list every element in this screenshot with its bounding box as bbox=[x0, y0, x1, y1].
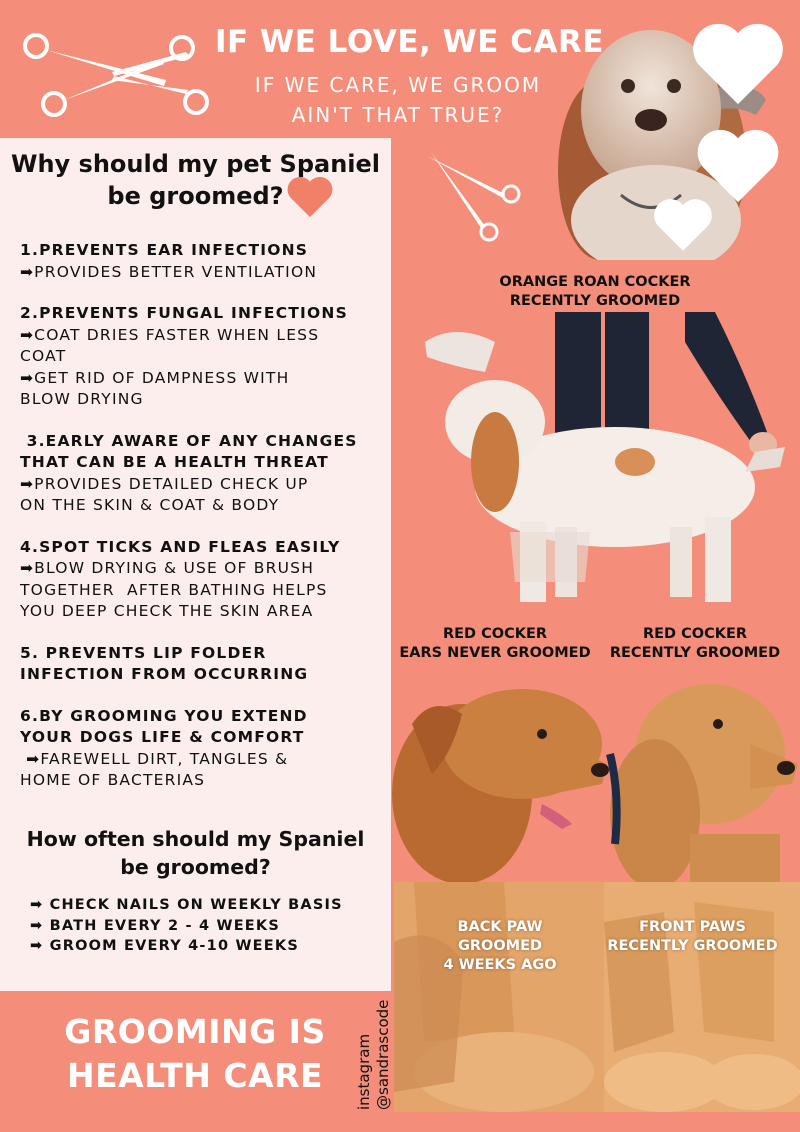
frequency-title-line1: How often should my Spaniel bbox=[26, 827, 365, 851]
header-title: IF WE LOVE, WE CARE bbox=[215, 24, 605, 60]
caption-front-paws bbox=[600, 918, 785, 956]
benefit-detail: ➡GET RID OF DAMPNESS WITH bbox=[20, 368, 290, 387]
benefit-detail: ➡FAREWELL DIRT, TANGLES & bbox=[20, 749, 289, 768]
caption-red-never-groomed bbox=[395, 625, 595, 663]
benefit-heading: INFECTION FROM OCCURRING bbox=[20, 665, 309, 683]
benefit-heading: 5. PREVENTS LIP FOLDER bbox=[20, 643, 267, 662]
caption-line: BACK PAW bbox=[457, 919, 543, 935]
caption-line: RECENTLY GROOMED bbox=[607, 938, 778, 954]
caption-red-recently-groomed bbox=[600, 625, 790, 663]
benefit-detail: ON THE SKIN & COAT & BODY bbox=[20, 496, 280, 514]
heart-icon bbox=[696, 128, 780, 204]
red-cocker-recently-groomed-photo bbox=[600, 664, 800, 882]
instagram-username: @sandrascode bbox=[374, 999, 392, 1110]
footer-line2: HEALTH CARE bbox=[66, 1056, 324, 1095]
benefit-item bbox=[20, 303, 380, 411]
heart-icon bbox=[652, 198, 714, 252]
caption-line: EARS NEVER GROOMED bbox=[399, 645, 591, 661]
benefit-heading: 4.SPOT TICKS AND FLEAS EASILY bbox=[20, 537, 341, 556]
benefit-item bbox=[20, 431, 380, 517]
benefit-heading: THAT CAN BE A HEALTH THREAT bbox=[20, 453, 329, 471]
orange-roan-cocker-photo bbox=[415, 312, 785, 612]
instagram-handle bbox=[355, 1000, 393, 1110]
heart-icon bbox=[690, 22, 786, 106]
benefit-heading: 3.EARLY AWARE OF ANY CHANGES bbox=[20, 431, 358, 450]
red-cocker-ears-never-groomed-photo bbox=[392, 664, 612, 882]
benefits-list bbox=[20, 240, 380, 812]
instagram-label: instagram bbox=[355, 1033, 373, 1110]
heart-icon bbox=[286, 176, 334, 218]
benefit-item bbox=[20, 643, 380, 686]
benefit-detail: ➡PROVIDES DETAILED CHECK UP bbox=[20, 474, 309, 493]
benefit-detail: HOME OF BACTERIAS bbox=[20, 771, 206, 789]
caption-line: RED COCKER bbox=[642, 626, 748, 642]
caption-line: ORANGE ROAN COCKER bbox=[499, 274, 691, 290]
frequency-item: ➡ BATH EVERY 2 - 4 WEEKS bbox=[30, 917, 280, 934]
panel-title-line1: Why should my pet Spaniel bbox=[10, 150, 381, 178]
caption-orange-roan bbox=[470, 273, 720, 311]
caption-back-paw bbox=[425, 918, 575, 975]
scissors-icon bbox=[14, 24, 214, 124]
benefit-detail: BLOW DRYING bbox=[20, 390, 144, 408]
caption-line: GROOMED bbox=[457, 938, 543, 954]
benefit-detail: TOGETHER AFTER BATHING HELPS bbox=[20, 580, 328, 599]
header-subtitle-line1: IF WE CARE, WE GROOM bbox=[254, 73, 542, 97]
benefit-item bbox=[20, 706, 380, 792]
scissors-icon bbox=[425, 150, 525, 245]
benefit-detail: YOU DEEP CHECK THE SKIN AREA bbox=[20, 602, 314, 620]
frequency-title bbox=[0, 825, 391, 881]
benefit-heading: YOUR DOGS LIFE & COMFORT bbox=[20, 728, 305, 746]
caption-line: 4 WEEKS AGO bbox=[443, 957, 557, 973]
header-subtitle-line2: AIN'T THAT TRUE? bbox=[291, 103, 505, 127]
benefit-item bbox=[20, 537, 380, 623]
panel-title-line2: be groomed? bbox=[107, 182, 284, 210]
caption-line: RECENTLY GROOMED bbox=[609, 645, 781, 661]
footer-slogan bbox=[40, 1010, 350, 1098]
benefit-heading: 6.BY GROOMING YOU EXTEND bbox=[20, 706, 308, 725]
frequency-list bbox=[30, 895, 380, 957]
frequency-title-line2: be groomed? bbox=[120, 855, 271, 879]
benefit-item bbox=[20, 240, 380, 283]
benefit-detail: ➡COAT DRIES FASTER WHEN LESS bbox=[20, 325, 320, 344]
benefit-heading: 2.PREVENTS FUNGAL INFECTIONS bbox=[20, 304, 348, 322]
header-subtitle bbox=[218, 70, 578, 130]
caption-line: RECENTLY GROOMED bbox=[509, 293, 681, 309]
benefit-heading: 1.PREVENTS EAR INFECTIONS bbox=[20, 241, 309, 259]
back-paw-photo bbox=[394, 882, 604, 1112]
footer-line1: GROOMING IS bbox=[64, 1012, 326, 1051]
caption-line: FRONT PAWS bbox=[639, 919, 746, 935]
frequency-item: ➡ CHECK NAILS ON WEEKLY BASIS bbox=[30, 897, 343, 913]
front-paws-photo bbox=[604, 882, 800, 1112]
benefit-detail: COAT bbox=[20, 347, 67, 365]
benefit-detail: ➡PROVIDES BETTER VENTILATION bbox=[20, 262, 318, 281]
benefit-detail: ➡BLOW DRYING & USE OF BRUSH bbox=[20, 559, 315, 577]
caption-line: RED COCKER bbox=[442, 626, 548, 642]
frequency-item: ➡ GROOM EVERY 4-10 WEEKS bbox=[30, 938, 299, 954]
